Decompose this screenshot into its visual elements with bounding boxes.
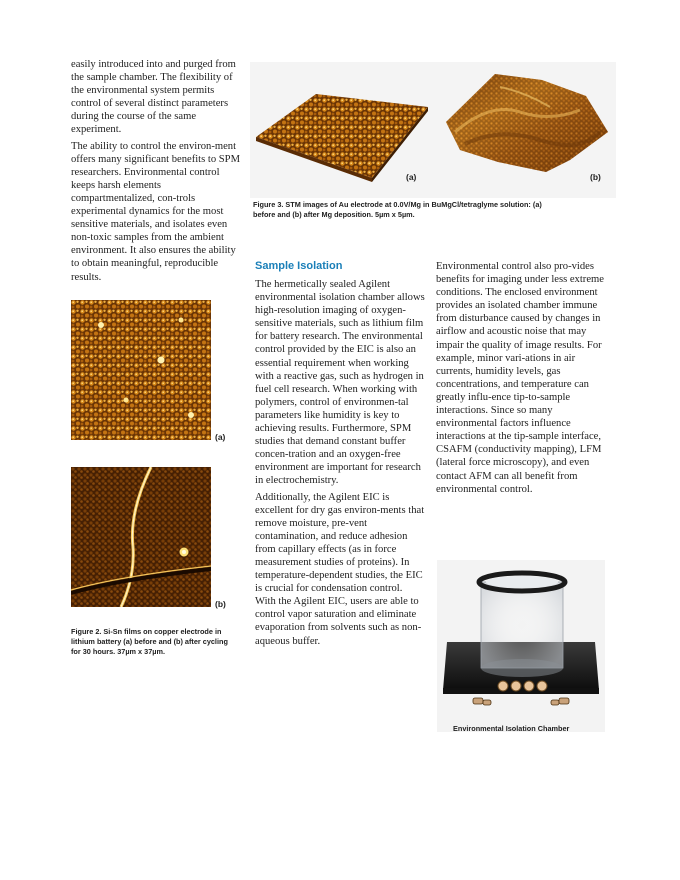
section-heading: Sample Isolation	[255, 260, 343, 272]
left-column-text	[71, 58, 241, 287]
paragraph: easily introduced into and purged from the sample chamber. The flexibility of the environmental system permits control of several distinct parameters during the course of the same experiment.	[71, 59, 236, 136]
figure3-label-b: (b)	[590, 172, 601, 182]
figure2b-image	[71, 467, 211, 607]
chamber-caption: Environmental Isolation Chamber	[453, 724, 570, 733]
figure2-label-b: (b)	[215, 599, 226, 609]
paragraph: The ability to control the environ-ment offers many significant benefits to SPM researchers. Environmental control keeps harsh elements compartmentalized, con-trols experimental dynamics for the most sensitive materials, and isolates even non-toxic samples from the ambient environment. It also ensures the ability to obtain meaningful, reproducible results.	[71, 140, 240, 283]
right-column-text	[436, 260, 606, 499]
chamber-photo	[437, 560, 605, 732]
paragraph: Environmental control also pro-vides benefits for imaging under less extreme conditions. The enclosed environment provides an isolated chamber immune from disturbance caused by changes in airflow and acoustic noise that may impair the quality of image results. For example, minor vari-ations in air currents, humidity levels, gas concentrations, and temperature can greatly influ-ence tip-to-sample interactions. Since so many environmental factors influence interactions at the tip-sample interface, CSAFM (conductivity mapping), LFM (lateral force microscopy), and even contact AFM can all benefit from environmental control.	[436, 261, 604, 495]
paragraph: The hermetically sealed Agilent environmental isolation chamber allows high-resolution imaging of oxygen-sensitive materials, such as lithium film for battery research. The environmental control provided by the EIC is also an essential requirement when working with a reactive gas, such as hydrogen in fuel cell research. When working with polymers, control of environmen-tal parameters like humidity is key to achieving results. Furthermore, SPM studies that demand constant buffer concen-tration and an oxygen-free environment are important for research in electrochemistry.	[255, 279, 425, 487]
figure2-caption: Figure 2. Si-Sn films on copper electrode in lithium battery (a) before and (b) after cycling for 30 hours. 37µm x 37µm.	[71, 627, 228, 656]
figure2a-image	[71, 300, 211, 440]
figure3-label-a: (a)	[406, 172, 417, 182]
figure3-image	[250, 62, 616, 198]
figure3-caption: Figure 3. STM images of Au electrode at 0.0V/Mg in BuMgCl/tetraglyme solution: (a) before and (b) after Mg deposition. 5µm x 5µm.	[253, 200, 542, 219]
figure2-label-a: (a)	[215, 432, 226, 442]
middle-column-text	[255, 278, 425, 651]
paragraph: Additionally, the Agilent EIC is excellent for dry gas environ-ments that remove moisture, pre-vent contamination, and reduce adhesion from capillary effects (as in force measurement studies of proteins). In temperature-dependent studies, the EIC is crucial for condensation control. With the Agilent EIC, users are able to control vapor saturation and eliminate evaporation from solvents such as non-aqueous buffer.	[255, 491, 425, 647]
